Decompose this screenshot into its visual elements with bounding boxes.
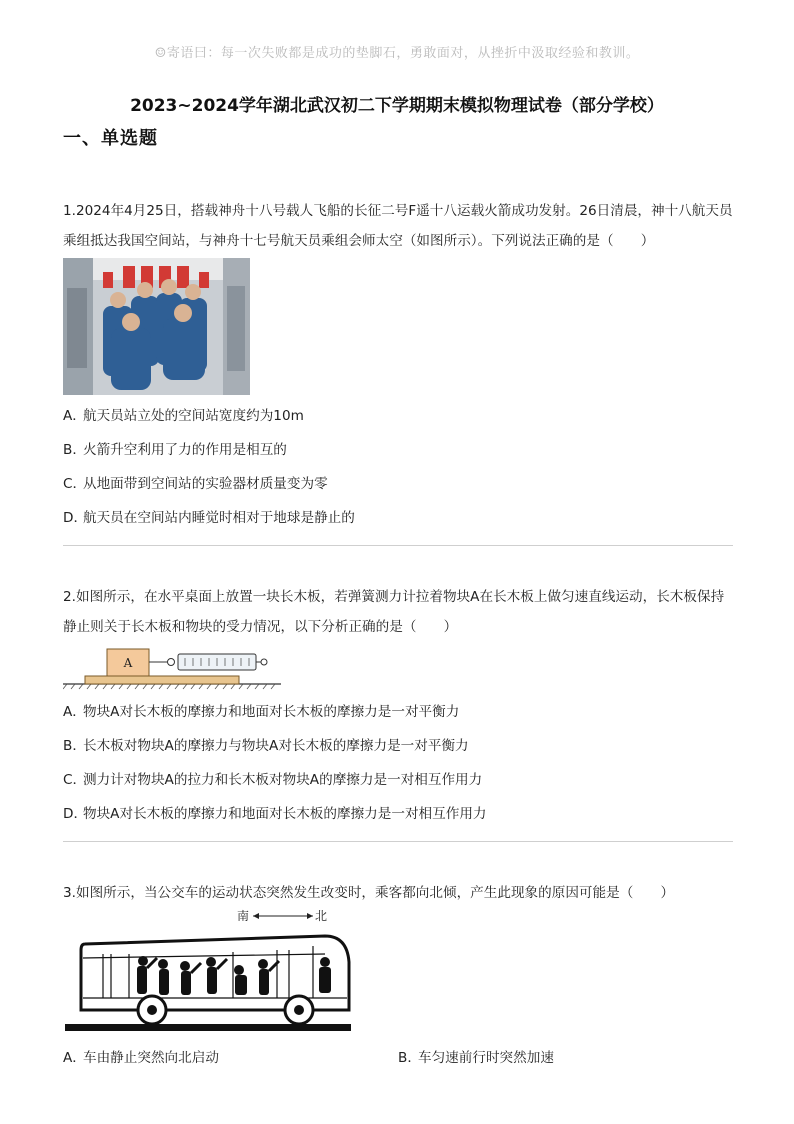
question-1-option-d[interactable]: D．航天员在空间站内睡觉时相对于地球是静止的 <box>63 510 355 526</box>
bus-diagram <box>63 906 353 1034</box>
exam-title: 2023~2024学年湖北武汉初二下学期期末模拟物理试卷（部分学校） <box>130 96 664 116</box>
question-1-option-a[interactable]: A．航天员站立处的空间站宽度约为10m <box>63 408 304 424</box>
block-a-label: A <box>123 656 133 670</box>
question-2-stem: 2.如图所示，在水平桌面上放置一块长木板，若弹簧测力计拉着物块A在长木板上做匀速直线运动，长木板保持静止则关于长木板和物块的受力情况，以下分析正确的是（ ） <box>63 589 725 635</box>
question-3-option-a[interactable]: A．车由静止突然向北启动 <box>63 1050 219 1066</box>
question-1-stem: 1.2024年4月25日，搭载神舟十八号载人飞船的长征二号F遥十八运载火箭成功发射。26日清晨，神十八航天员乘组抵达我国空间站，与神舟十七号航天员乘组会师太空（如图所示）。下列说法正确的是（ ） <box>63 203 733 249</box>
section-heading: 一、单选题 <box>63 128 158 149</box>
question-3-option-b[interactable]: B．车匀速前行时突然加速 <box>398 1050 554 1066</box>
question-1-option-b[interactable]: B．火箭升空利用了力的作用是相互的 <box>63 442 287 458</box>
direction-north-label: 北 <box>314 909 328 923</box>
question-3-stem: 3.如图所示，当公交车的运动状态突然发生改变时，乘客都向北倾，产生此现象的原因可能是（ ） <box>63 885 675 901</box>
question-2-option-d[interactable]: D．物块A对长木板的摩擦力和地面对长木板的摩擦力是一对相互作用力 <box>63 806 487 822</box>
question-2-option-c[interactable]: C．测力计对物块A的拉力和长木板对物块A的摩擦力是一对相互作用力 <box>63 772 483 788</box>
motto-header: ☺寄语曰：每一次失败都是成功的垫脚石，勇敢面对，从挫折中汲取经验和教训。 <box>154 46 640 61</box>
astronauts-photo <box>63 258 250 395</box>
question-divider <box>63 841 733 842</box>
question-1-option-c[interactable]: C．从地面带到空间站的实验器材质量变为零 <box>63 476 328 492</box>
direction-south-label: 南 <box>236 909 250 923</box>
question-divider <box>63 545 733 546</box>
question-2-option-a[interactable]: A．物块A对长木板的摩擦力和地面对长木板的摩擦力是一对平衡力 <box>63 704 460 720</box>
question-2-option-b[interactable]: B．长木板对物块A的摩擦力与物块A对长木板的摩擦力是一对平衡力 <box>63 738 469 754</box>
block-spring-scale-diagram <box>63 644 283 690</box>
